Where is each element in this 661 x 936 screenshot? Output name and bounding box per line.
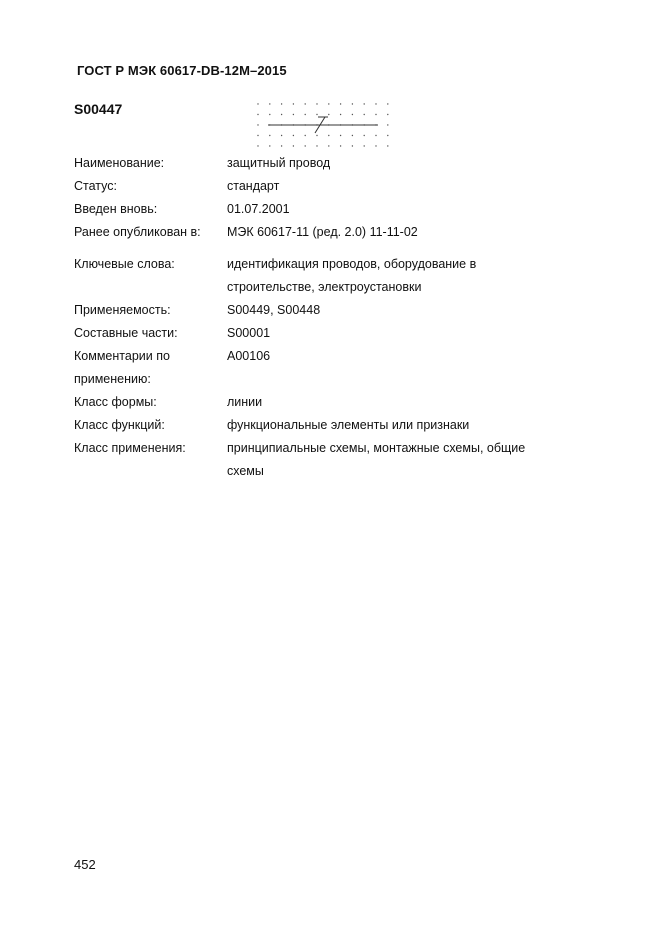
grid-dot [316, 103, 317, 104]
grid-dot [340, 135, 341, 136]
grid-dot [364, 103, 365, 104]
grid-dot [293, 114, 294, 115]
grid-dot [257, 135, 258, 136]
attribute-value: линии [227, 395, 263, 409]
grid-dot [257, 103, 258, 104]
grid-dot [340, 145, 341, 146]
grid-dot [305, 103, 306, 104]
grid-dot [375, 114, 376, 115]
grid-dot [269, 114, 270, 115]
attribute-value: 01.07.2001 [227, 202, 290, 216]
attribute-row-introduced [74, 198, 574, 221]
grid-dot [340, 114, 341, 115]
grid-dot [269, 103, 270, 104]
attribute-value: A00106 [227, 349, 271, 363]
attribute-row-name [74, 152, 574, 175]
grid-dot [281, 135, 282, 136]
grid-dot [269, 135, 270, 136]
protective-conductor-symbol-icon [250, 97, 396, 151]
attribute-value: стандарт [227, 179, 280, 193]
grid-dot [364, 114, 365, 115]
grid-dot [316, 114, 317, 115]
symbol-code: S00447 [74, 101, 123, 117]
grid-dot [387, 114, 388, 115]
grid-dot [375, 135, 376, 136]
attribute-value: защитный провод [227, 156, 331, 170]
grid-dot [257, 114, 258, 115]
grid-dot [293, 135, 294, 136]
grid-dot [352, 114, 353, 115]
attribute-label: Комментарии по применению: [74, 349, 170, 386]
grid-dot [375, 103, 376, 104]
grid-dot [293, 103, 294, 104]
document-header: ГОСТ Р МЭК 60617-DB-12M–2015 [77, 63, 287, 78]
attribute-label: Наименование: [74, 156, 165, 170]
grid-dot [340, 103, 341, 104]
grid-dot [387, 103, 388, 104]
grid-dot [352, 135, 353, 136]
attribute-table [74, 152, 574, 483]
attribute-row-comments [74, 345, 574, 391]
attribute-label: Ранее опубликован в: [74, 225, 201, 239]
attribute-value: принципиальные схемы, монтажные схемы, общие схемы [227, 441, 526, 478]
attribute-row-status [74, 175, 574, 198]
grid-dot [328, 114, 329, 115]
attribute-row-previously-published [74, 221, 574, 244]
grid-dot [387, 145, 388, 146]
attribute-label: Статус: [74, 179, 117, 193]
grid-dot [293, 145, 294, 146]
grid-dot [316, 135, 317, 136]
attribute-label: Класс формы: [74, 395, 157, 409]
grid-dot [281, 103, 282, 104]
attribute-row-application-class [74, 437, 574, 483]
grid-dot [328, 135, 329, 136]
attribute-value: функциональные элементы или признаки [227, 418, 470, 432]
grid-dot [316, 145, 317, 146]
attribute-label: Введен вновь: [74, 202, 158, 216]
grid-dot [305, 114, 306, 115]
grid-dot [269, 145, 270, 146]
attribute-label: Класс применения: [74, 441, 186, 455]
attribute-row-function-class [74, 414, 574, 437]
grid-dot [257, 124, 258, 125]
attribute-row-keywords [74, 253, 574, 299]
grid-dot [281, 145, 282, 146]
attribute-label: Класс функций: [74, 418, 165, 432]
grid-dot [375, 145, 376, 146]
grid-dot [305, 135, 306, 136]
grid-dot [352, 103, 353, 104]
grid-dot [305, 145, 306, 146]
grid-dot [387, 135, 388, 136]
attribute-label: Применяемость: [74, 303, 171, 317]
attribute-row-shape-class [74, 391, 574, 414]
grid-dot [281, 114, 282, 115]
page-number: 452 [74, 857, 96, 872]
grid-dot [364, 135, 365, 136]
attribute-row-applicability [74, 299, 574, 322]
attribute-value: S00449, S00448 [227, 303, 321, 317]
attribute-value: идентификация проводов, оборудование в строительстве, электроустановки [227, 257, 477, 294]
grid-dot [328, 103, 329, 104]
attribute-label: Ключевые слова: [74, 257, 175, 271]
grid-dot [257, 145, 258, 146]
attribute-row-components [74, 322, 574, 345]
attribute-label: Составные части: [74, 326, 178, 340]
attribute-value: МЭК 60617-11 (ред. 2.0) 11-11-02 [227, 225, 418, 239]
grid-dot [328, 145, 329, 146]
grid-dot [387, 124, 388, 125]
attribute-value: S00001 [227, 326, 271, 340]
grid-dot [364, 145, 365, 146]
grid-dot [352, 145, 353, 146]
